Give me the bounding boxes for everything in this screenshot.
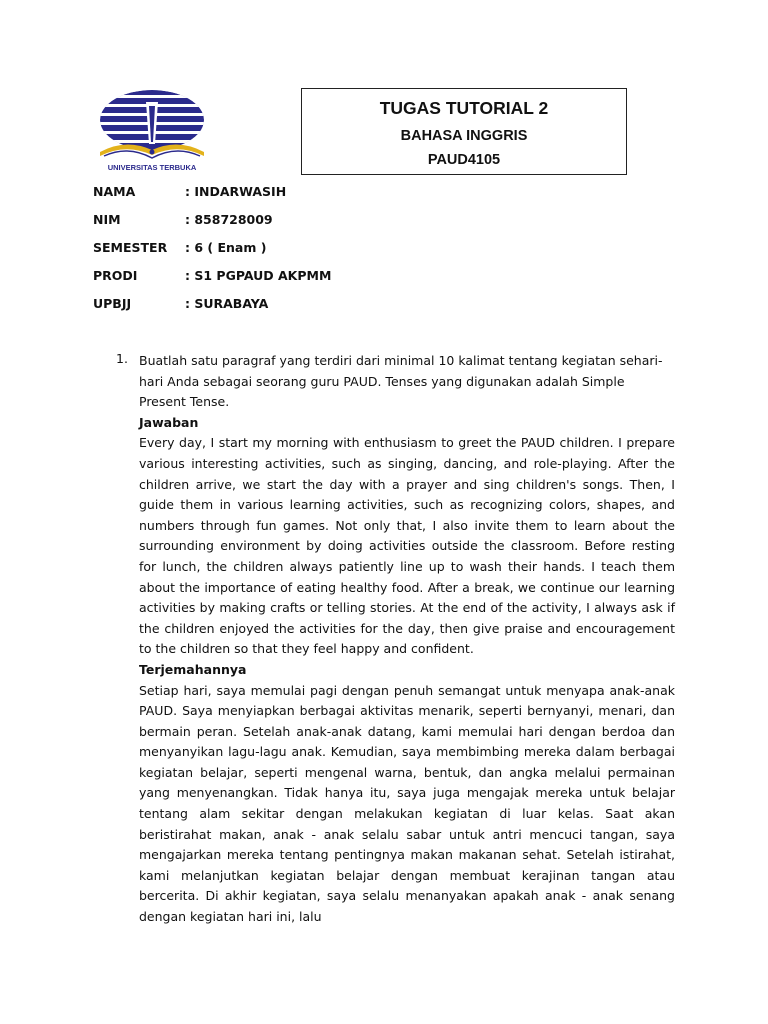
identity-value: : INDARWASIH	[185, 184, 287, 199]
course-code: PAUD4105	[427, 152, 501, 168]
question-number: 1.	[116, 351, 128, 366]
identity-label: NIM	[93, 212, 121, 227]
identity-value: : 6 ( Enam )	[185, 240, 267, 255]
translation-heading: Terjemahannya	[139, 661, 247, 677]
identity-label: SEMESTER	[93, 240, 168, 255]
identity-label: PRODI	[93, 268, 138, 283]
translation-paragraph: Setiap hari, saya memulai pagi dengan penuh semangat untuk menyapa anak-anak PAUD. Saya menyiapkan berbagai aktivitas menarik, seperti bernyanyi, menari, dan bermain peran. Setelah anak-anak datang, kami memulai hari dengan berdoa dan menyanyikan lagu-lagu anak. Kemudian, saya membimbing mereka dalam berbagai kegiatan belajar, seperti mengenal warna, bentuk, dan angka melalui permainan yang menyenangkan. Tidak hanya itu, saya juga mengajak mereka untuk belajar tentang alam sekitar dengan melakukan kegiatan di luar kelas. Saat akan beristirahat makan, anak - anak selalu sabar untuk antri mencuci tangan, saya mengajarkan mereka tentang pentingnya makan makanan sehat. Setelah istirahat, kami melanjutkan kegiatan belajar dengan membuat kerajinan tangan atau bercerita. Di akhir kegiatan, saya selalu menanyakan apakah anak - anak senang dengan kegiatan hari ini, lalu	[139, 682, 675, 925]
identity-label: UPBJJ	[93, 296, 132, 311]
subject-name: BAHASA INGGRIS	[400, 128, 528, 144]
question-content	[139, 351, 675, 928]
universitas-terbuka-logo-icon	[90, 86, 214, 176]
question-text: Buatlah satu paragraf yang terdiri dari minimal 10 kalimat tentang kegiatan sehari-hari Anda sebagai seorang guru PAUD. Tenses yang digunakan adalah Simple Present Tense.	[139, 353, 663, 410]
title-box	[301, 88, 627, 175]
assignment-title: TUGAS TUTORIAL 2	[379, 98, 549, 118]
logo-text: UNIVERSITAS TERBUKA	[107, 163, 197, 172]
identity-value: : SURABAYA	[185, 296, 269, 311]
answer-paragraph: Every day, I start my morning with enthusiasm to greet the PAUD children. I prepare various interesting activities, such as singing, dancing, and role-playing. After the children arrive, we start the day with a prayer and sing children's songs. Then, I guide them in various learning activities, such as recognizing colors, shapes, and numbers through fun games. Not only that, I also invite them to learn about the surrounding environment by doing activities outside the classroom. Before resting for lunch, the children always patiently line up to wash their hands. I teach them about the importance of eating healthy food. After a break, we continue our learning activities by making crafts or telling stories. At the end of the activity, I always ask if the children enjoyed the activities for the day, then give praise and encouragement to the children so that they feel happy and confident.	[139, 435, 675, 657]
answer-heading: Jawaban	[139, 414, 199, 430]
identity-label: NAMA	[93, 184, 136, 199]
identity-value: : 858728009	[185, 212, 273, 227]
identity-value: : S1 PGPAUD AKPMM	[185, 268, 332, 283]
university-logo	[90, 86, 214, 176]
